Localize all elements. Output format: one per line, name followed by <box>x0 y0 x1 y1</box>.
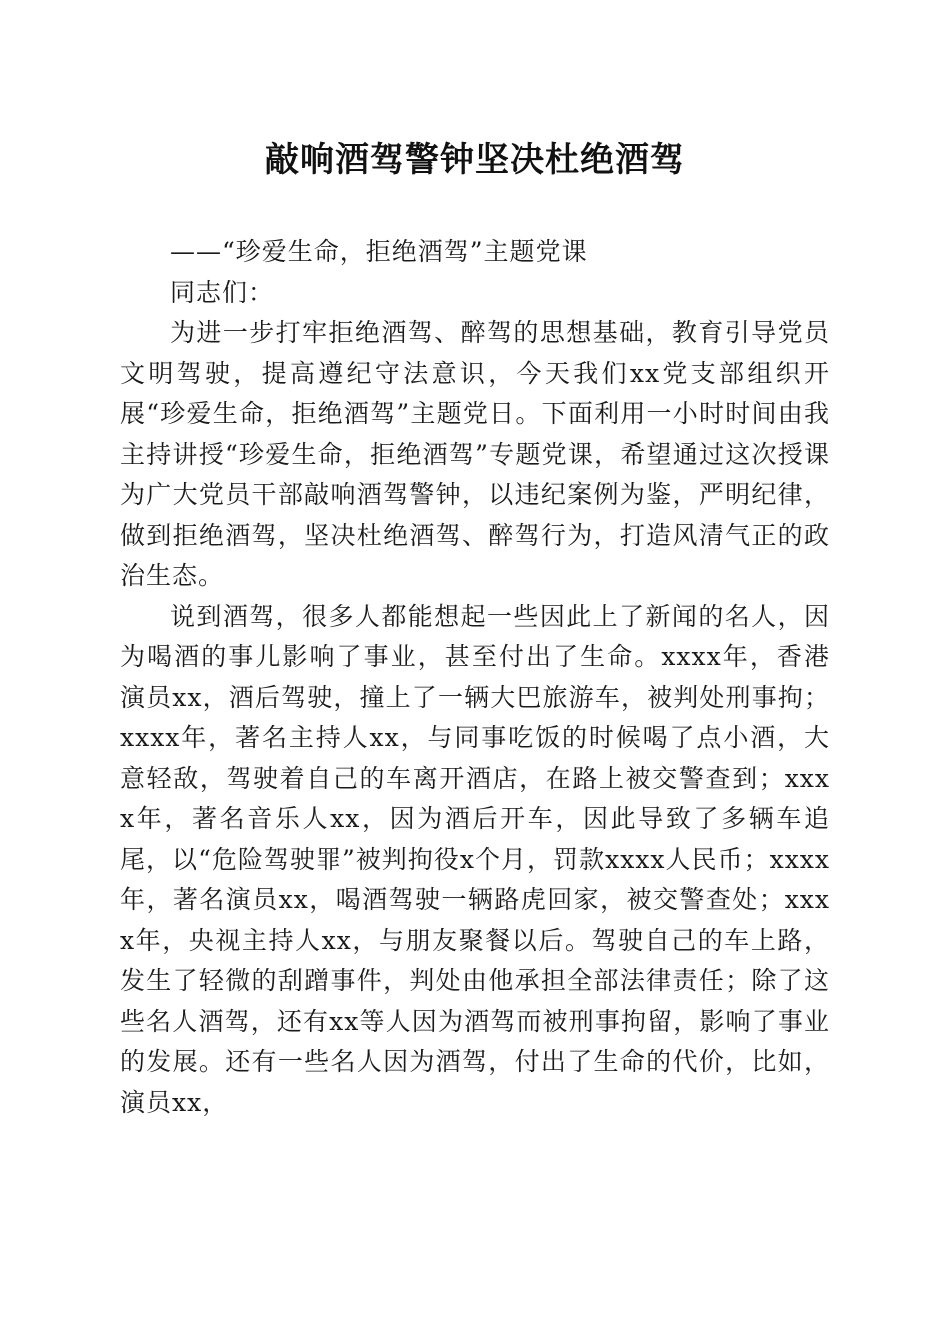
document-body <box>120 232 830 1123</box>
paragraph-celebrity-cases: 说到酒驾，很多人都能想起一些因此上了新闻的名人，因为喝酒的事儿影响了事业，甚至付出了生命。xxxx年，香港演员xx，酒后驾驶，撞上了一辆大巴旅游车，被判处刑事拘；xxxx年，著名主持人xx，与同事吃饭的时候喝了点小酒，大意轻敌，驾驶着自己的车离开酒店，在路上被交警查到；xxxx年，著名音乐人xx，因为酒后开车，因此导致了多辆车追尾，以“危险驾驶罪”被判拘役x个月，罚款xxxx人民币；xxxx年，著名演员xx，喝酒驾驶一辆路虎回家，被交警查处；xxxx年，央视主持人xx，与朋友聚餐以后。驾驶自己的车上路，发生了轻微的刮蹭事件，判处由他承担全部法律责任；除了这些名人酒驾，还有xx等人因为酒驾而被刑事拘留，影响了事业的发展。还有一些名人因为酒驾，付出了生命的代价，比如，演员xx， <box>120 601 830 1117</box>
document-title: 敲响酒驾警钟坚决杜绝酒驾 <box>265 140 685 180</box>
salutation: 同志们： <box>170 277 275 307</box>
document-subtitle: ——“珍爱生命，拒绝酒驾”主题党课 <box>170 237 588 266</box>
paragraph-intro: 为进一步打牢拒绝酒驾、醉驾的思想基础，教育引导党员文明驾驶，提高遵纪守法意识，今天我们xx党支部组织开展“珍爱生命，拒绝酒驾”主题党日。下面利用一小时时间由我主持讲授“珍爱生命，拒绝酒驾”专题党课，希望通过这次授课为广大党员干部敲响酒驾警钟，以违纪案例为鉴，严明纪律，做到拒绝酒驾，坚决杜绝酒驾、醉驾行为，打造风清气正的政治生态。 <box>120 318 830 590</box>
